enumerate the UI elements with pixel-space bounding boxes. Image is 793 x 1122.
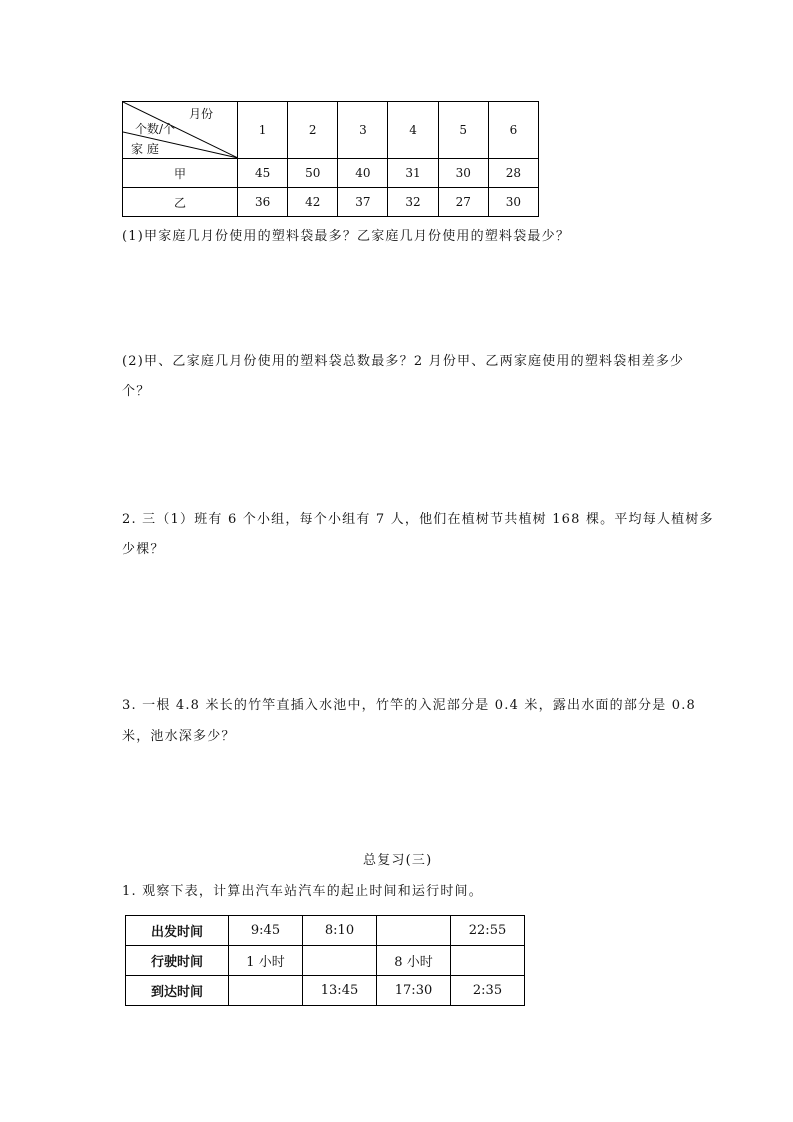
table-cell: [377, 916, 451, 946]
table-cell: 40: [338, 159, 388, 188]
table-cell: 32: [388, 188, 438, 217]
month-header: 1: [238, 102, 288, 159]
problem-3-line-2: 米，池水深多少？: [122, 729, 236, 744]
section-question-1: 1. 观察下表，计算出汽车站汽车的起止时间和运行时间。: [122, 884, 483, 899]
plastic-bag-table: [122, 101, 539, 216]
problem-2-line-2: 少棵？: [122, 542, 165, 557]
table-cell: 45: [238, 159, 288, 188]
row-header-arrival: 到达时间: [126, 976, 229, 1006]
table-corner-header: [123, 102, 238, 159]
row-label: 乙: [123, 188, 238, 217]
table-row: [126, 916, 525, 946]
problem-2-line-1: 2. 三（1）班有 6 个小组，每个小组有 7 人，他们在植树节共植树 168 棵。平均每人植树多: [122, 512, 714, 527]
month-header: 3: [338, 102, 388, 159]
table-cell: 37: [338, 188, 388, 217]
table-cell: 28: [488, 159, 538, 188]
month-header: 4: [388, 102, 438, 159]
section-title: 总复习(三): [363, 853, 433, 868]
table-row: [126, 946, 525, 976]
month-header: 5: [438, 102, 488, 159]
question-2-line-2: 个？: [122, 384, 151, 399]
table-cell: 13:45: [303, 976, 377, 1006]
table-cell: [229, 976, 303, 1006]
table-cell: 36: [238, 188, 288, 217]
row-header-duration: 行驶时间: [126, 946, 229, 976]
table-cell: 2:35: [451, 976, 525, 1006]
table-row: [123, 188, 539, 217]
table-cell: 22:55: [451, 916, 525, 946]
table-cell: [451, 946, 525, 976]
corner-label-family: 家 庭: [131, 142, 159, 156]
table-cell: 8:10: [303, 916, 377, 946]
month-header: 2: [288, 102, 338, 159]
table-cell: [303, 946, 377, 976]
table-cell: 50: [288, 159, 338, 188]
table-cell: 30: [438, 159, 488, 188]
row-label: 甲: [123, 159, 238, 188]
table-cell: 1 小时: [229, 946, 303, 976]
row-header-departure: 出发时间: [126, 916, 229, 946]
table-row: [126, 976, 525, 1006]
table-cell: 9:45: [229, 916, 303, 946]
table-cell: 17:30: [377, 976, 451, 1006]
corner-label-month: 月份: [189, 107, 214, 121]
corner-label-count: 个数/个: [135, 122, 176, 136]
question-1: (1)甲家庭几月份使用的塑料袋最多？乙家庭几月份使用的塑料袋最少？: [122, 229, 571, 244]
question-2-line-1: (2)甲、乙家庭几月份使用的塑料袋总数最多？2 月份甲、乙两家庭使用的塑料袋相差多少: [122, 354, 685, 369]
month-header: 6: [488, 102, 538, 159]
table-cell: 30: [488, 188, 538, 217]
problem-3-line-1: 3. 一根 4.8 米长的竹竿直插入水池中，竹竿的入泥部分是 0.4 米，露出水面的部分是 0.8: [122, 698, 697, 713]
table-cell: 8 小时: [377, 946, 451, 976]
table-row: [123, 159, 539, 188]
bus-schedule-table: [125, 915, 525, 1005]
table-cell: 27: [438, 188, 488, 217]
table-cell: 42: [288, 188, 338, 217]
table-cell: 31: [388, 159, 438, 188]
